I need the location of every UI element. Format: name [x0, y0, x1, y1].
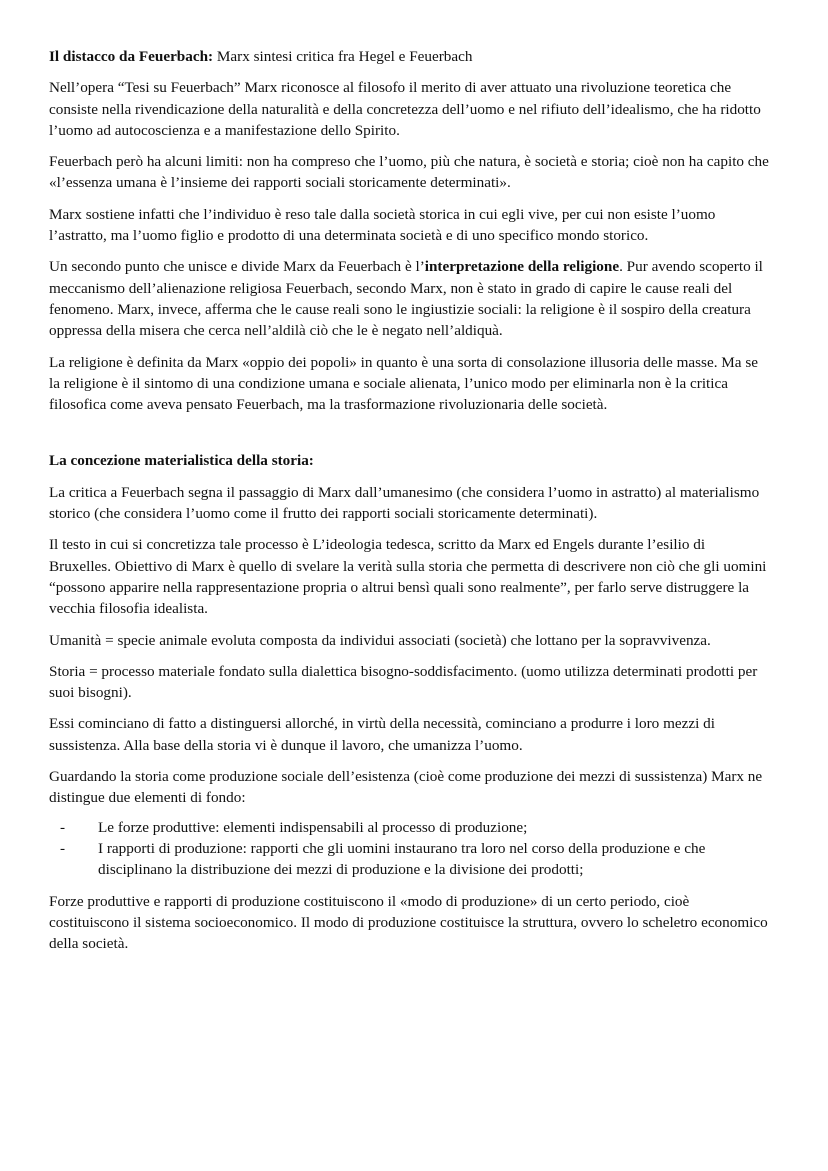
paragraph-mezzi-sussistenza: Essi cominciano di fatto a distinguersi allorché, in virtù della necessità, cominciano a produrre i loro mezzi di sussistenza. Alla base della storia vi è dunque il lavoro, che umanizza l’uomo. — [49, 715, 715, 754]
paragraph-religione — [49, 256, 769, 341]
section-heading: La concezione materialistica della storia: — [49, 452, 314, 470]
paragraph-umanita: Umanità = specie animale evoluta composta da individui associati (società) che lottano per la sopravvivenza. — [49, 631, 711, 649]
section-spacer — [49, 425, 769, 450]
bold-term: interpretazione della religione — [424, 258, 620, 276]
section-distacco-feuerbach — [49, 46, 769, 415]
paragraph-storia: Storia = processo materiale fondato sulla dialettica bisogno-soddisfacimento. (uomo utilizza determinati prodotti per suoi bisogni). — [49, 662, 758, 702]
heading-subtitle: Marx sintesi critica fra Hegel e Feuerbach — [213, 48, 473, 65]
list-item — [49, 817, 769, 838]
paragraph-individuo-societa: Marx sostiene infatti che l’individuo è reso tale dalla società storica in cui egli vive, per cui non esiste l’uomo l’astratto, ma l’uomo figlio e prodotto di una determinata società e di uno specifico mondo storico. — [49, 205, 716, 245]
paragraph-oppio-popoli: La religione è definita da Marx «oppio dei popoli» in quanto è una sorta di consolazione illusoria delle masse. Ma se la religione è il sintomo di una condizione umana e sociale alienata, l’unico modo per eliminarla non è la critica filosofica come aveva pensato Feuerbach, ma la trasformazione rivoluzionaria delle società. — [49, 353, 758, 414]
section-concezione-materialistica — [49, 450, 769, 954]
text-run: Un secondo punto che unisce e divide Marx da Feuerbach è l’ — [49, 258, 425, 276]
paragraph-ideologia-tedesca: Il testo in cui si concretizza tale processo è L’ideologia tedesca, scritto da Marx ed Engels durante l’esilio di Bruxelles. Obiettivo di Marx è quello di svelare la verità sulla storia che permetta di descrivere non ciò che gli uomini “possono apparire nella rappresentazione propria o altrui bensì quali sono realmente”, per farlo serve distruggere la vecchia filosofia idealista. — [49, 536, 767, 618]
paragraph-elementi-fondo: Guardando la storia come produzione sociale dell’esistenza (cioè come produzione dei mezzi di sussistenza) Marx ne distingue due elementi di fondo: — [49, 768, 763, 807]
text-run: . Pur avendo scoperto il meccanismo dell’alienazione religiosa Feuerbach, secondo Marx, non è stato in grado di capire le cause reali del fenomeno. Marx, invece, afferma che le cause reali sono le ingiustizie sociali: la religione è il sospiro della creatura oppressa della misera che cerca nell’aldilà ciò che le è negato nell’aldiquà. — [49, 258, 763, 340]
paragraph-tesi-feuerbach: Nell’opera “Tesi su Feuerbach” Marx riconosce al filosofo il merito di aver attuato una rivoluzione teoretica che consiste nella rivendicazione della naturalità e della concretezza dell’uomo e nel rifiuto dell’idealismo, che ha ridotto l’uomo ad autocoscienza e a manifestazione dello Spirito. — [49, 79, 761, 139]
paragraph-critica-feuerbach: La critica a Feuerbach segna il passaggio di Marx dall’umanesimo (che considera l’uomo in astratto) al materialismo storico (che considera l’uomo come il frutto dei rapporti sociali storicamente determinati). — [49, 483, 760, 523]
dash-bullet-icon: - — [60, 818, 66, 836]
paragraph-modo-produzione: Forze produttive e rapporti di produzione costituiscono il «modo di produzione» di un certo periodo, cioè costituiscono il sistema socioeconomico. Il modo di produzione costituisce la struttura, ovvero lo scheletro economico della società. — [49, 892, 768, 953]
paragraph-limiti-feuerbach: Feuerbach però ha alcuni limiti: non ha compreso che l’uomo, più che natura, è società e storia; cioè non ha capito che «l’essenza umana è l’insieme dei rapporti sociali storicamente determinati». — [49, 153, 769, 192]
heading-bold: Il distacco da Feuerbach: — [49, 48, 214, 65]
section-heading — [49, 46, 769, 67]
document-page — [49, 46, 769, 964]
list-item — [49, 838, 769, 881]
list-item-text: Le forze produttive: elementi indispensabili al processo di produzione; — [98, 818, 528, 836]
list-item-text: I rapporti di produzione: rapporti che gli uomini instaurano tra loro nel corso della produzione e che disciplinano la distribuzione dei mezzi di produzione e la divisione dei prodotti; — [98, 839, 706, 879]
elements-list — [49, 817, 769, 881]
dash-bullet-icon: - — [60, 839, 66, 857]
